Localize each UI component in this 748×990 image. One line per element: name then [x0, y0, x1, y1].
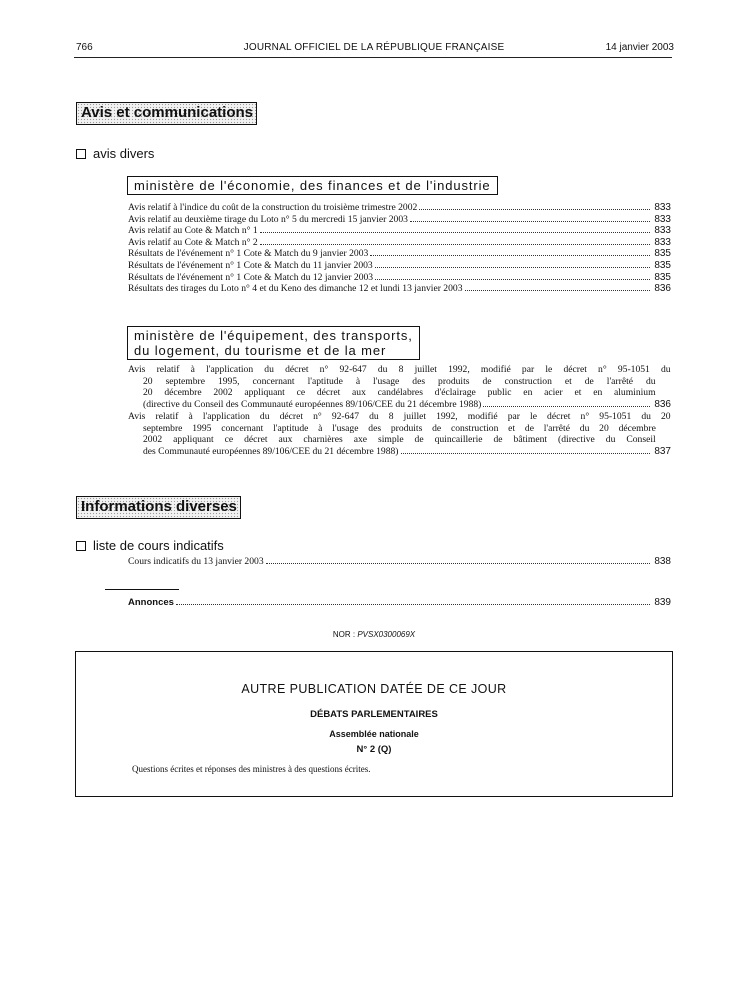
toc-list-cours — [128, 556, 671, 568]
section-title: liste de cours indicatifs — [93, 538, 224, 553]
toc-entry[interactable]: Résultats de l'événement n° 1 Cote & Match du 9 janvier 2003 835 — [128, 248, 671, 260]
toc-page-number: 836 — [654, 283, 671, 295]
publication-subtitle: DÉBATS PARLEMENTAIRES — [310, 709, 438, 720]
toc-entry[interactable]: Avis relatif au Cote & Match n° 1 833 — [128, 225, 671, 237]
toc-page-number: 836 — [654, 398, 671, 410]
toc-page-number: 835 — [654, 259, 671, 271]
separator-rule — [105, 589, 179, 590]
publication-number: N° 2 (Q) — [356, 744, 392, 755]
publication-chamber: Assemblée nationale — [329, 729, 419, 739]
ministry-economie-box — [127, 176, 498, 195]
nor-reference — [0, 630, 748, 639]
ministry-equipement-box — [127, 326, 420, 360]
ministry-name-line: ministère de l'équipement, des transports, — [134, 328, 413, 343]
toc-entry[interactable]: Résultats de l'événement n° 1 Cote & Match du 12 janvier 2003 835 — [128, 271, 671, 283]
publication-title: AUTRE PUBLICATION DATÉE DE CE JOUR — [241, 682, 507, 696]
toc-entry[interactable]: Avis relatif au deuxième tirage du Loto n° 5 du mercredi 15 janvier 2003 833 — [128, 213, 671, 225]
toc-page-number: 835 — [654, 248, 671, 260]
toc-page-number: 837 — [654, 445, 671, 457]
publication-description: Questions écrites et réponses des ministres à des questions écrites. — [132, 764, 371, 774]
header-rule — [74, 57, 672, 58]
checkbox-icon — [76, 149, 86, 159]
toc-entry-long[interactable]: Avis relatif à l'application du décret n° 92-647 du 8 juillet 1992, modifié par le décret n° 95-1051 du 20 septembre 1995, concernant l'aptitude à l'usage des produits de construction et de l'arrêté du 20 décembre 2002 appliquant ce décret aux candélabres d'éclairage public en acier et en aluminium (directive du Conseil des Communauté européennes 89/106/CEE du 21 décembre 1988) 836 — [128, 364, 671, 410]
toc-entry-long[interactable]: Avis relatif à l'application du décret n° 92-647 du 8 juillet 1992, modifié par le décret n° 95-1051 du 20 septembre 1995 concernant l'aptitude à l'usage des produits de construction et de l'arrêté du 20 décembre 2002 appliquant ce décret aux charnières axe simple de quincaillerie de bâtiment (directive du Conseil des Communauté européennes 89/106/CEE du 21 décembre 1988) 837 — [128, 411, 671, 457]
banner-avis-communications: Avis et communications — [76, 102, 257, 125]
nor-code: PVSX0300069X — [357, 630, 416, 639]
banner-informations-diverses: Informations diverses — [76, 496, 241, 519]
ministry-name-line: du logement, du tourisme et de la mer — [134, 343, 387, 358]
toc-page-number: 833 — [654, 213, 671, 225]
toc-entry[interactable]: Annonces 839 — [128, 597, 671, 608]
other-publication-box — [75, 651, 673, 797]
nor-label: NOR : — [332, 630, 356, 639]
journal-title: JOURNAL OFFICIEL DE LA RÉPUBLIQUE FRANÇAISE — [243, 42, 505, 53]
toc-annonces — [128, 597, 671, 609]
toc-page-number: 833 — [654, 225, 671, 237]
toc-page-number: 833 — [654, 236, 671, 248]
checkbox-icon — [76, 541, 86, 551]
toc-list-economie — [128, 202, 671, 295]
section-cours-indicatifs — [76, 538, 224, 553]
ministry-name: ministère de l'économie, des finances et de l'industrie — [134, 178, 491, 193]
section-avis-divers — [76, 146, 154, 161]
section-title: avis divers — [93, 146, 155, 161]
toc-page-number: 833 — [654, 202, 671, 213]
page-number: 766 — [76, 42, 93, 53]
toc-page-number: 839 — [654, 597, 671, 608]
toc-entry[interactable]: Résultats de l'événement n° 1 Cote & Match du 11 janvier 2003 835 — [128, 259, 671, 271]
toc-entry[interactable]: Résultats des tirages du Loto n° 4 et du Keno des dimanche 12 et lundi 13 janvier 2003 836 — [128, 283, 671, 295]
issue-date: 14 janvier 2003 — [605, 42, 674, 53]
toc-page-number: 835 — [654, 271, 671, 283]
toc-entry[interactable]: Cours indicatifs du 13 janvier 2003 838 — [128, 556, 671, 567]
toc-entry[interactable]: Avis relatif à l'indice du coût de la construction du troisième trimestre 2002 833 — [128, 202, 671, 213]
toc-page-number: 838 — [654, 556, 671, 567]
toc-entry[interactable]: Avis relatif au Cote & Match n° 2 833 — [128, 236, 671, 248]
